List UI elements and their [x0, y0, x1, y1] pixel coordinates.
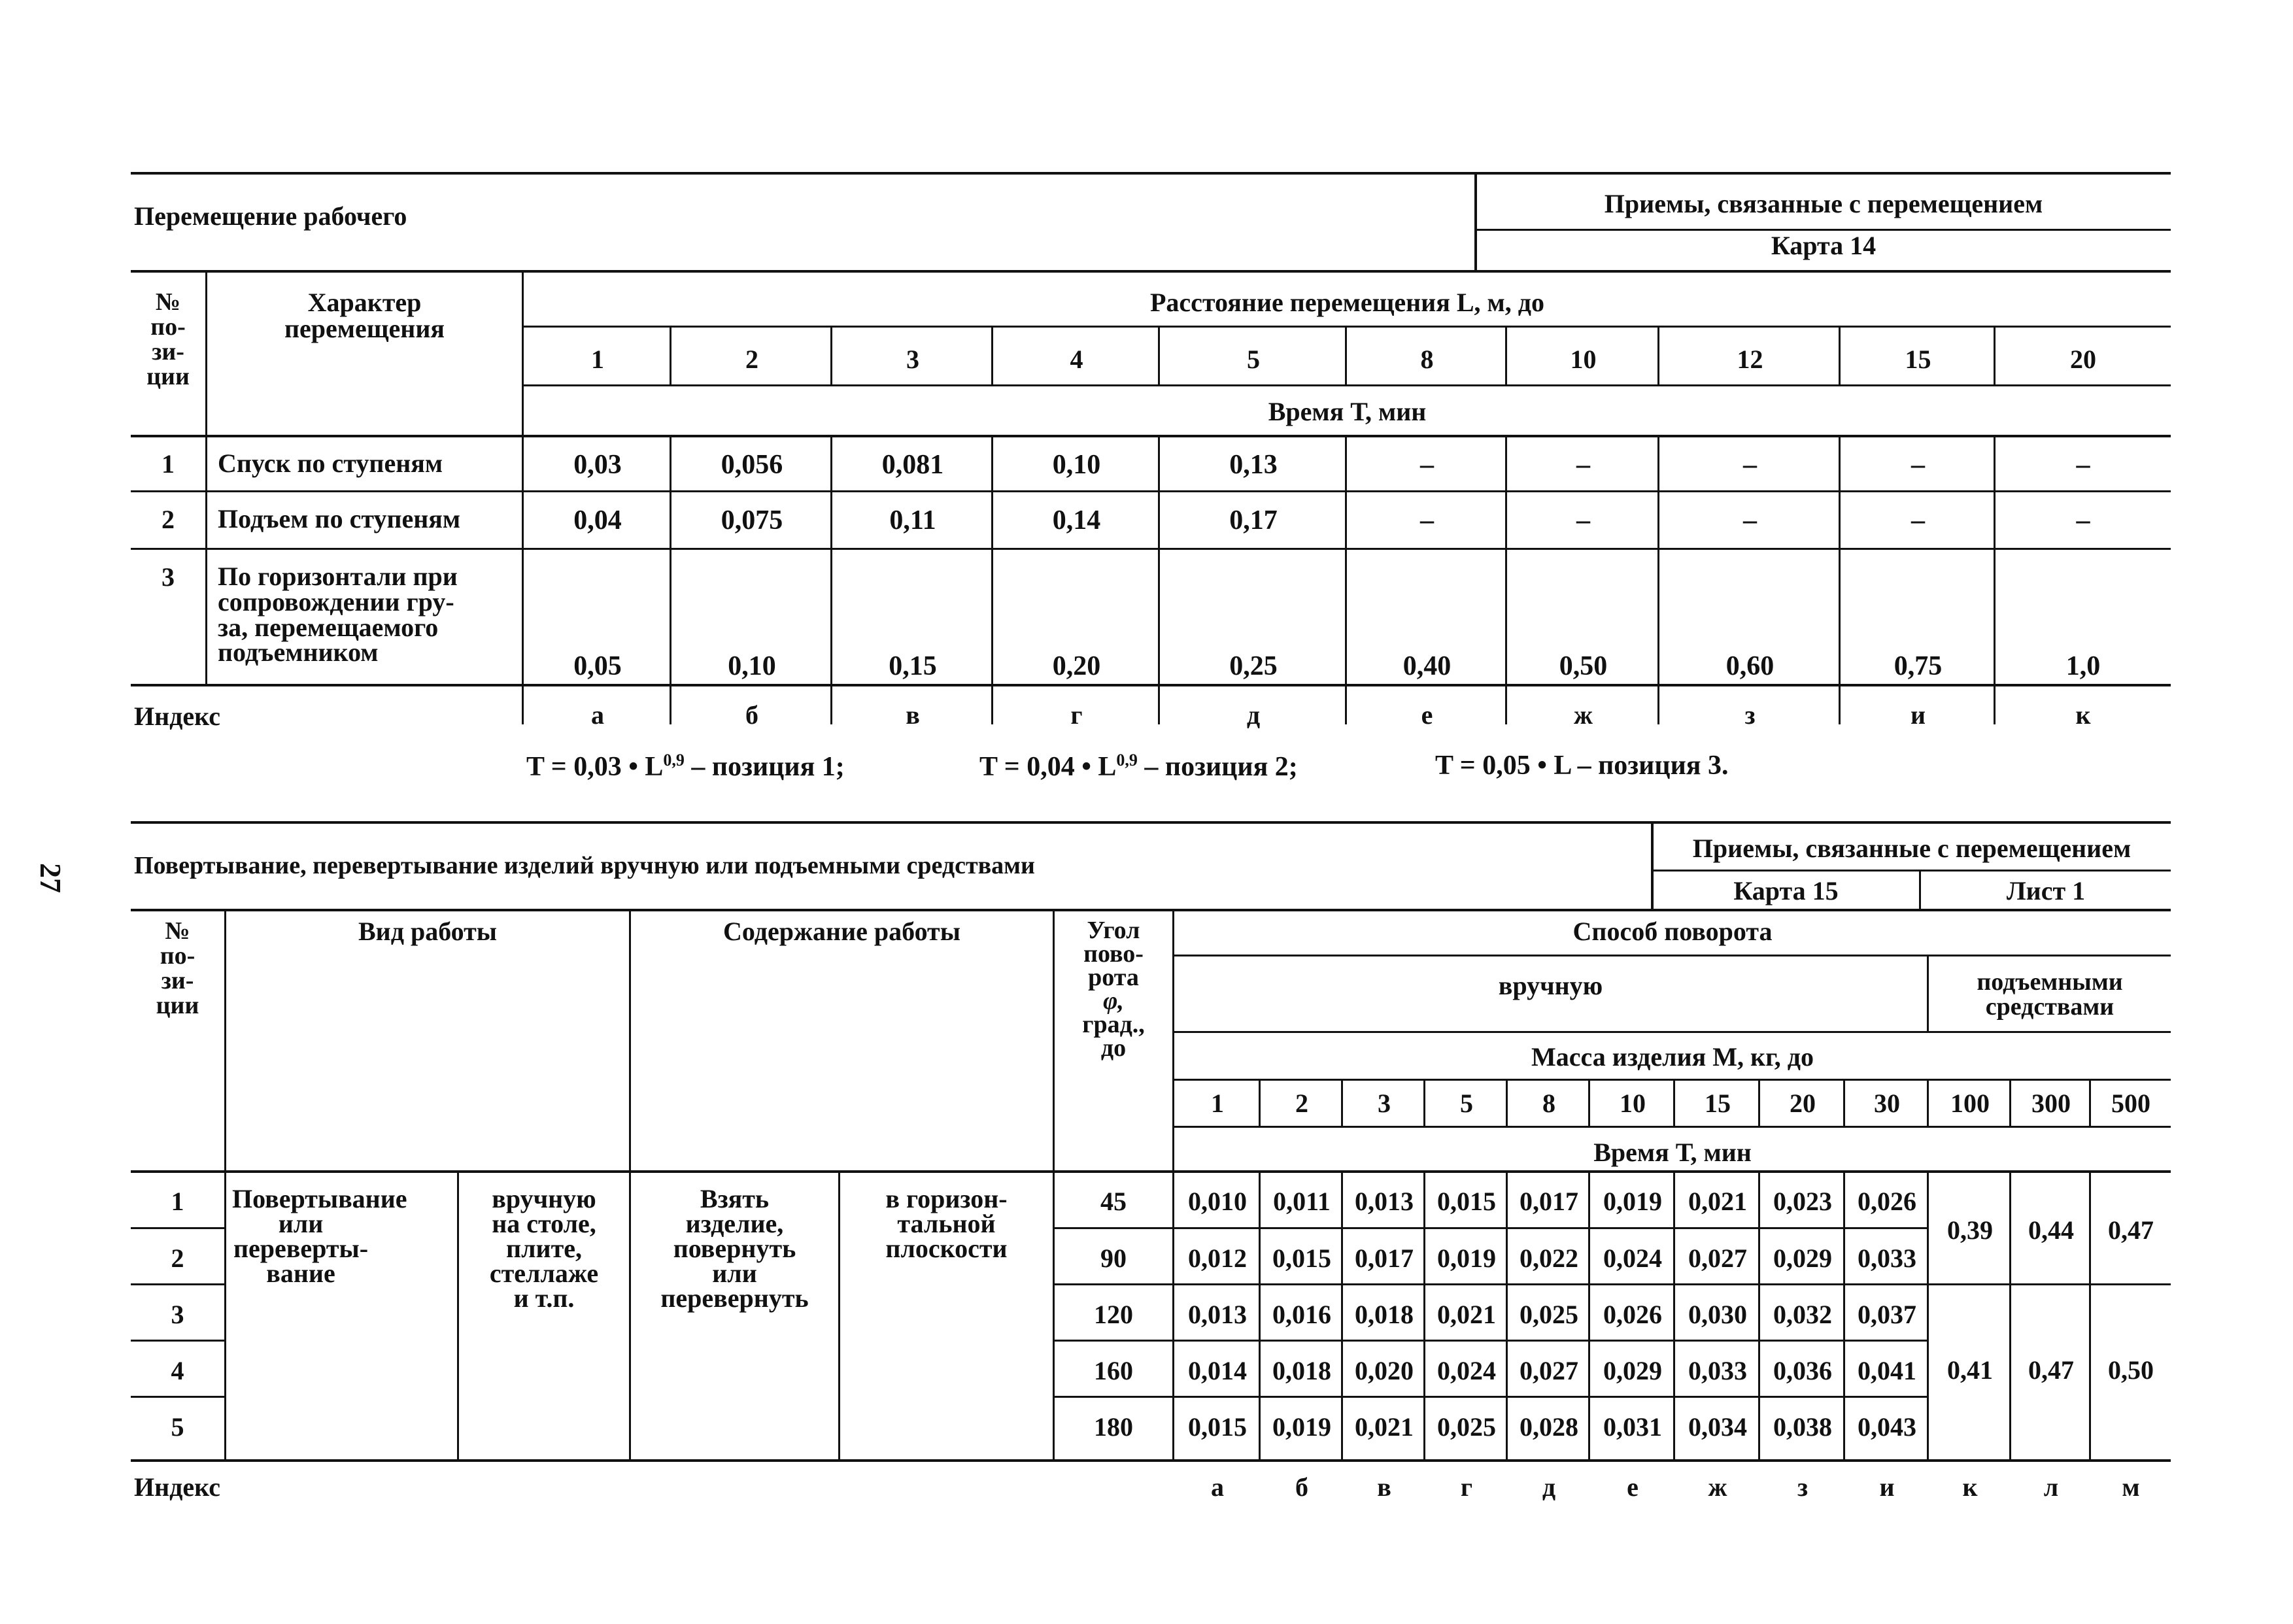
card14-cell: –: [2076, 450, 2090, 480]
card15-angle: 120: [1094, 1300, 1133, 1329]
col-angle-line: φ,: [1103, 987, 1124, 1015]
card15-content: [631, 1184, 838, 1313]
rule: [131, 435, 2171, 437]
work-type-line: переверты-: [233, 1234, 369, 1263]
card15-cell: 0,012: [1188, 1243, 1247, 1273]
distance-2: 2: [745, 345, 758, 374]
card15-cell: 0,021: [1437, 1300, 1496, 1329]
plane-line: плоскости: [885, 1234, 1008, 1263]
card14-index-cell: г: [1070, 700, 1083, 730]
card14-cell: 0,075: [721, 505, 783, 535]
card14-cell: 0,03: [573, 450, 622, 480]
card15-cell: 0,015: [1188, 1412, 1247, 1442]
card14-index-cell: з: [1744, 700, 1756, 730]
card15-cell: 0,025: [1437, 1412, 1496, 1442]
card15-cell: 0,018: [1272, 1356, 1331, 1385]
card14-index-cell: в: [906, 700, 920, 730]
formula-lhs: T = 0,04 • L: [979, 752, 1117, 782]
card15-position: 2: [171, 1243, 184, 1273]
card15-header-top: Приемы, связанные с перемещением: [1692, 834, 2132, 863]
row-name-line: за, перемещаемого: [218, 612, 439, 642]
rule: [131, 490, 2171, 492]
card15-col-angle: [1055, 919, 1172, 1060]
rule: [224, 909, 226, 1461]
col-angle-line: пово-: [1083, 940, 1144, 968]
card15-angle: 45: [1100, 1187, 1127, 1216]
lifting-header-line: подъемными: [1977, 968, 2123, 996]
work-mode-line: и т.п.: [513, 1283, 575, 1313]
mass-5: 5: [1460, 1089, 1473, 1118]
col-angle-line: рота: [1088, 964, 1139, 992]
rule: [131, 1283, 224, 1285]
mass-1: 1: [1211, 1089, 1224, 1118]
merge-cover: [2091, 1396, 2171, 1398]
card15-lifting-cell: 0,47: [2028, 1355, 2074, 1385]
col-no-line: зи-: [152, 338, 184, 365]
card14-index-cell: д: [1246, 700, 1261, 730]
content-line: повернуть: [673, 1234, 796, 1263]
card14-index-cell: е: [1421, 700, 1433, 730]
work-mode-line: стеллаже: [489, 1259, 599, 1288]
mass-2: 2: [1295, 1089, 1308, 1118]
card15-cell: 0,031: [1603, 1412, 1662, 1442]
card15-lifting-cell: 0,44: [2028, 1215, 2074, 1245]
rule: [1259, 1079, 1261, 1126]
content-line: или: [712, 1259, 757, 1288]
card15-cell: 0,017: [1355, 1243, 1414, 1273]
card15-cell: 0,019: [1437, 1243, 1496, 1273]
col-no-line: зи-: [161, 967, 194, 994]
rule: [1927, 1079, 1929, 1126]
card15-cell: 0,029: [1773, 1243, 1832, 1273]
card14-cell: 0,13: [1229, 450, 1278, 480]
card15-label: Карта 15: [1733, 876, 1839, 905]
card15-cell: 0,018: [1355, 1300, 1414, 1329]
distance-4: 4: [1070, 345, 1083, 374]
card15-index-cell: м: [2122, 1472, 2140, 1502]
card15-cell: 0,025: [1520, 1300, 1578, 1329]
rule: [131, 821, 2171, 824]
card14-row-no: 3: [161, 562, 175, 592]
rule: [1174, 1126, 2171, 1128]
page-number: 27: [34, 863, 67, 893]
card15-index-cell: е: [1627, 1472, 1639, 1502]
mass-8: 8: [1542, 1089, 1555, 1118]
card14-index-cell: и: [1910, 700, 1926, 730]
rule: [629, 909, 631, 1461]
distance-20: 20: [2070, 345, 2096, 374]
rule: [1758, 1079, 1760, 1126]
card15-cell: 0,028: [1520, 1412, 1578, 1442]
card14-row-name: [218, 448, 443, 478]
card15-index-cell: и: [1879, 1472, 1895, 1502]
work-type-line: или: [278, 1209, 324, 1238]
card14-cell: –: [1420, 450, 1434, 480]
card15-index-label: Индекс: [134, 1472, 220, 1502]
mass-3: 3: [1378, 1089, 1391, 1118]
mass-500: 500: [2111, 1089, 2150, 1118]
card14-cell: –: [1743, 505, 1757, 535]
col-no-line: по-: [150, 313, 186, 341]
rule: [2089, 1079, 2091, 1126]
row-name-line: подъемником: [218, 637, 379, 668]
card14-cell: 0,05: [573, 651, 622, 681]
merge-cover: [1929, 1396, 2009, 1398]
card14-index-cell: к: [2075, 700, 2091, 730]
col-angle-line: до: [1100, 1034, 1127, 1062]
card15-method-header: Способ поворота: [1572, 917, 1773, 946]
card14-cell: –: [1743, 450, 1757, 480]
formula-rhs: – позиция 2;: [1137, 752, 1298, 782]
card14-row-no: 2: [161, 505, 175, 534]
card15-manual-header: вручную: [1498, 971, 1603, 1000]
card15-cell: 0,043: [1858, 1412, 1916, 1442]
card15-position: 3: [171, 1300, 184, 1329]
card14-cell: –: [1576, 505, 1590, 535]
card15-cell: 0,033: [1858, 1243, 1916, 1273]
card15-cell: 0,024: [1437, 1356, 1496, 1385]
rule: [1174, 1079, 2171, 1081]
card14-distance-header: Расстояние перемещения L, м, до: [1149, 288, 1544, 317]
rule: [1506, 1079, 1508, 1126]
card15-lifting-cell: 0,39: [1947, 1215, 1993, 1245]
row-name-line: По горизонтали при: [218, 562, 458, 591]
card15-cell: 0,033: [1688, 1356, 1747, 1385]
formula-1: [526, 752, 845, 781]
plane-line: тальной: [897, 1209, 996, 1238]
formula-rhs: – позиция 3.: [1571, 751, 1729, 781]
card14-row-name: [218, 564, 458, 666]
card14-cell: 1,0: [2065, 651, 2101, 681]
card15-title: Повертывание, перевертывание изделий вручную или подъемными средствами: [134, 852, 1035, 879]
card15-col-work-content: Содержание работы: [723, 917, 960, 946]
card14-cell: 0,10: [1052, 450, 1101, 480]
rule: [131, 1340, 224, 1342]
rule: [1174, 955, 2171, 956]
card15-col-work-type: Вид работы: [358, 917, 498, 946]
merge-cover: [2011, 1340, 2089, 1342]
work-type-line: Повертывание: [232, 1184, 407, 1213]
card14-title: Перемещение рабочего: [134, 201, 407, 231]
mass-30: 30: [1874, 1089, 1900, 1118]
card15-index-cell: г: [1460, 1472, 1473, 1502]
card14-row-name: [218, 504, 461, 533]
col-no-line: ции: [146, 363, 190, 390]
distance-5: 5: [1247, 345, 1260, 374]
card14-cell: –: [2076, 505, 2090, 535]
rule: [1843, 1079, 1845, 1126]
card15-cell: 0,015: [1437, 1187, 1496, 1216]
rule: [1341, 1079, 1343, 1126]
card15-work-mode: [459, 1184, 629, 1313]
card14-cell: 0,056: [721, 450, 783, 480]
card15-cell: 0,026: [1603, 1300, 1662, 1329]
distance-15: 15: [1905, 345, 1931, 374]
rule: [2009, 1079, 2011, 1126]
distance-1: 1: [591, 345, 604, 374]
content-line: Взять: [700, 1184, 770, 1213]
rule: [1174, 1031, 2171, 1033]
card14-cell: 0,75: [1894, 651, 1943, 681]
formula-exp: 0,9: [1116, 751, 1138, 770]
card15-cell: 0,022: [1520, 1243, 1578, 1273]
card14-cell: –: [1576, 450, 1590, 480]
card15-cell: 0,036: [1773, 1356, 1832, 1385]
rule: [1588, 1079, 1590, 1126]
card14-col-no: [131, 290, 205, 389]
card14-cell: 0,50: [1559, 651, 1608, 681]
card15-cell: 0,032: [1773, 1300, 1832, 1329]
card14-cell: –: [1911, 450, 1925, 480]
card15-lifting-cell: 0,47: [2108, 1215, 2154, 1245]
col-angle-line: Угол: [1087, 917, 1140, 944]
distance-3: 3: [906, 345, 919, 374]
rule: [1053, 1283, 2171, 1285]
card15-cell: 0,030: [1688, 1300, 1747, 1329]
card15-cell: 0,013: [1188, 1300, 1247, 1329]
row-name-line: Подъем по ступеням: [218, 504, 461, 533]
card15-cell: 0,014: [1188, 1356, 1247, 1385]
card14-header-top: Приемы, связанные с перемещением: [1604, 189, 2043, 218]
card15-index-cell: з: [1797, 1472, 1809, 1502]
rule: [524, 384, 2171, 386]
card15-sheet: Лист 1: [2006, 876, 2086, 905]
card15-position: 5: [171, 1412, 184, 1442]
card15-angle: 180: [1094, 1412, 1133, 1442]
card14-label: Карта 14: [1771, 231, 1877, 260]
card15-plane: [840, 1184, 1053, 1263]
card15-position: 4: [171, 1356, 184, 1385]
card15-cell: 0,020: [1355, 1356, 1414, 1385]
card15-index-cell: в: [1377, 1472, 1391, 1502]
card14-cell: 0,081: [881, 450, 944, 480]
col-no-line: по-: [160, 942, 195, 970]
formula-rhs: – позиция 1;: [684, 752, 845, 782]
card15-work-type: [232, 1184, 454, 1288]
card15-time-header: Время Т, мин: [1593, 1138, 1752, 1167]
rule: [131, 270, 2171, 273]
card15-cell: 0,027: [1520, 1356, 1578, 1385]
card15-cell: 0,037: [1858, 1300, 1916, 1329]
col-angle-line: град.,: [1082, 1011, 1145, 1039]
card15-cell: 0,019: [1603, 1187, 1662, 1216]
merge-cover: [2011, 1396, 2089, 1398]
card15-cell: 0,019: [1272, 1412, 1331, 1442]
card14-row-no: 1: [161, 449, 175, 479]
mass-15: 15: [1705, 1089, 1731, 1118]
card14-cell: 0,14: [1052, 505, 1101, 535]
work-mode-line: плите,: [506, 1234, 582, 1263]
card15-cell: 0,021: [1355, 1412, 1414, 1442]
formula-3: [1435, 752, 1729, 779]
card15-index-cell: д: [1542, 1472, 1556, 1502]
card15-index-cell: ж: [1708, 1472, 1727, 1502]
card15-cell: 0,016: [1272, 1300, 1331, 1329]
rule: [2009, 1170, 2011, 1461]
rule: [524, 326, 2171, 328]
card15-cell: 0,038: [1773, 1412, 1832, 1442]
plane-line: в горизон-: [885, 1184, 1008, 1213]
card14-index-label: Индекс: [134, 702, 220, 731]
card15-cell: 0,011: [1273, 1187, 1331, 1216]
card14-cell: 0,15: [889, 651, 937, 681]
card14-col-character: [207, 290, 522, 342]
row-name-line: Спуск по ступеням: [218, 448, 443, 478]
content-line: перевернуть: [660, 1283, 809, 1313]
card15-cell: 0,034: [1688, 1412, 1747, 1442]
card14-cell: 0,10: [728, 651, 776, 681]
card15-lifting-header: [1929, 970, 2171, 1019]
card15-cell: 0,021: [1688, 1187, 1747, 1216]
mass-10: 10: [1620, 1089, 1646, 1118]
card15-cell: 0,013: [1355, 1187, 1414, 1216]
lifting-header-line: средствами: [1985, 993, 2115, 1021]
mass-20: 20: [1790, 1089, 1816, 1118]
card15-cell: 0,027: [1688, 1243, 1747, 1273]
work-mode-line: на столе,: [492, 1209, 596, 1238]
card15-index-cell: б: [1295, 1472, 1308, 1502]
card15-index-cell: к: [1962, 1472, 1978, 1502]
card14-cell: –: [1911, 505, 1925, 535]
rule: [1673, 1079, 1675, 1126]
card14-cell: –: [1420, 505, 1434, 535]
card15-col-no: [131, 919, 224, 1018]
card15-cell: 0,041: [1858, 1356, 1916, 1385]
card15-cell: 0,015: [1272, 1243, 1331, 1273]
card15-cell: 0,010: [1188, 1187, 1247, 1216]
col-no-line: ции: [156, 992, 199, 1019]
card15-angle: 90: [1100, 1243, 1127, 1273]
card15-cell: 0,024: [1603, 1243, 1662, 1273]
formula-lhs: T = 0,05 • L: [1435, 751, 1571, 781]
rule: [131, 548, 2171, 550]
card14-cell: 0,11: [889, 505, 936, 535]
col-no-line: №: [155, 288, 181, 316]
card15-cell: 0,017: [1520, 1187, 1578, 1216]
rule: [131, 909, 2171, 911]
card14-cell: 0,04: [573, 505, 622, 535]
card15-index-cell: л: [2043, 1472, 2059, 1502]
rule: [131, 172, 2171, 175]
rule: [131, 1227, 224, 1229]
rule: [1653, 870, 2171, 871]
row-name-line: сопровождении гру-: [218, 586, 454, 617]
card14-cell: 0,20: [1052, 651, 1101, 681]
rule: [2089, 1170, 2091, 1461]
card15-cell: 0,026: [1858, 1187, 1916, 1216]
card15-angle: 160: [1094, 1356, 1133, 1385]
formula-exp: 0,9: [663, 751, 685, 770]
rule: [131, 684, 2171, 686]
card14-cell: 0,60: [1725, 651, 1775, 681]
card15-cell: 0,029: [1603, 1356, 1662, 1385]
rule: [131, 1459, 2171, 1462]
card14-index-cell: ж: [1573, 700, 1593, 730]
formula-lhs: T = 0,03 • L: [526, 752, 664, 782]
col-character-line: перемещения: [284, 314, 445, 343]
merge-cover: [1929, 1340, 2009, 1342]
card15-index-cell: а: [1211, 1472, 1224, 1502]
col-character-line: Характер: [307, 288, 422, 317]
distance-12: 12: [1737, 345, 1763, 374]
distance-8: 8: [1420, 345, 1434, 374]
card15-mass-header: Масса изделия М, кг, до: [1531, 1042, 1814, 1072]
formula-2: [979, 752, 1298, 781]
mass-100: 100: [1950, 1089, 1990, 1118]
mass-300: 300: [2031, 1089, 2071, 1118]
card14-cell: 0,40: [1402, 651, 1452, 681]
card15-position: 1: [171, 1187, 184, 1216]
card15-cell: 0,023: [1773, 1187, 1832, 1216]
col-no-line: №: [165, 917, 190, 945]
card14-time-header: Время Т, мин: [1268, 397, 1427, 426]
card15-lifting-cell: 0,50: [2108, 1355, 2154, 1385]
distance-10: 10: [1570, 345, 1597, 374]
card14-cell: 0,25: [1229, 651, 1278, 681]
rule: [1423, 1079, 1425, 1126]
card14-index-cell: б: [745, 700, 758, 730]
card14-cell: 0,17: [1229, 505, 1278, 535]
rule: [131, 1396, 224, 1398]
card15-lifting-cell: 0,41: [1947, 1355, 1993, 1385]
content-line: изделие,: [685, 1209, 784, 1238]
merge-cover: [2091, 1340, 2171, 1342]
rule: [131, 1170, 2171, 1173]
work-type-line: вание: [266, 1259, 335, 1288]
card14-index-cell: а: [591, 700, 604, 730]
work-mode-line: вручную: [492, 1184, 596, 1213]
